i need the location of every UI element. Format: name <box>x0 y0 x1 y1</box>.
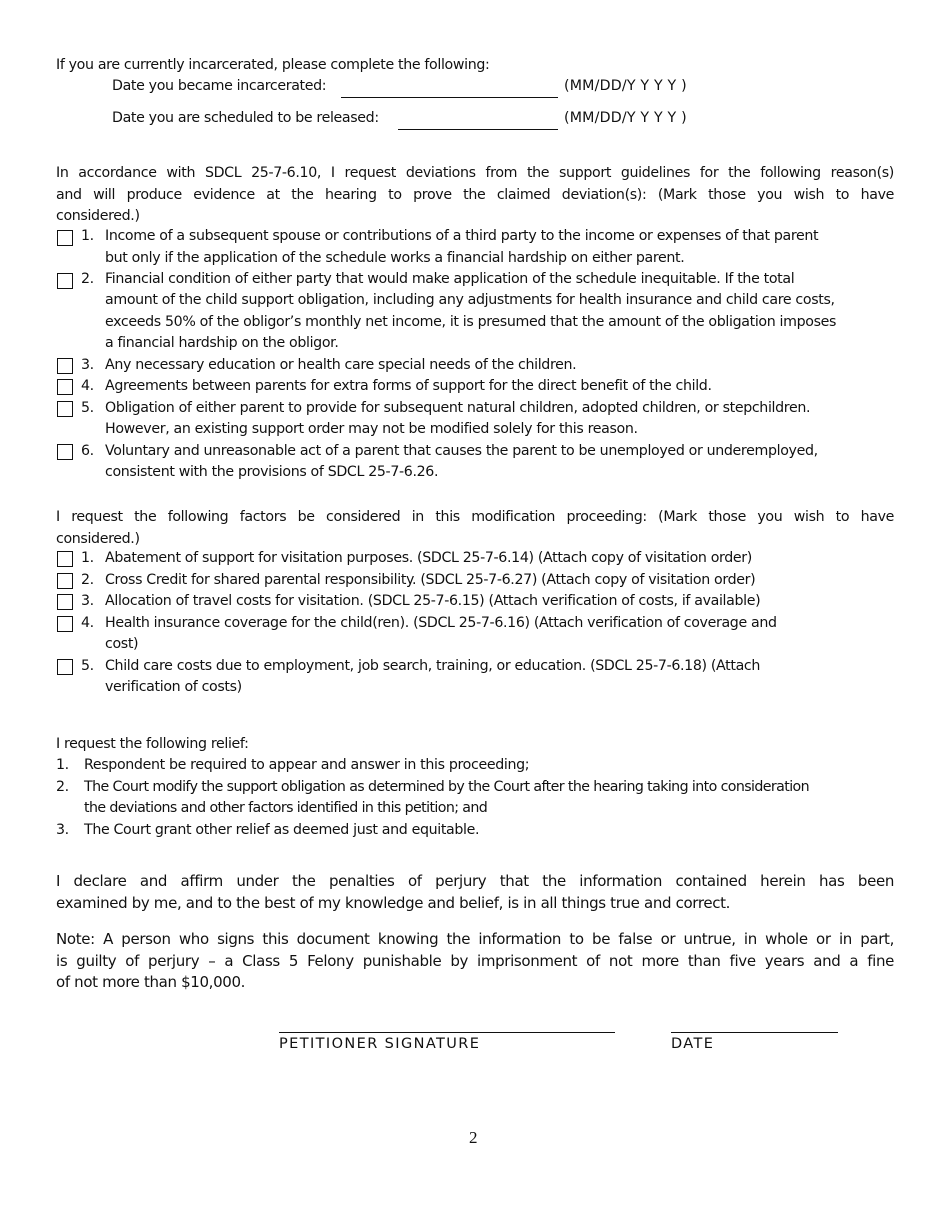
deviation-text-2c: exceeds 50% of the obligor’s monthly net income, it is presumed that the amount of the obligation imposes <box>105 314 837 330</box>
declaration-paragraph: I declare and affirm under the penalties of perjury that the information contained herein has been examined by me, and to the best of my knowledge and belief, is in all things true and correct. <box>56 872 894 912</box>
page-number: 2 <box>469 1128 478 1147</box>
petitioner-signature-line[interactable] <box>279 1032 615 1033</box>
incarceration-intro: If you are currently incarcerated, please complete the following: <box>56 57 490 73</box>
deviation-text-2b: amount of the child support obligation, including any adjustments for health insurance and child care costs, <box>105 292 835 308</box>
deviation-text-1b: but only if the application of the schedule works a financial hardship on either parent. <box>105 250 685 266</box>
factor-checkbox-3[interactable] <box>57 594 73 610</box>
release-date-format: (MM/DD/Y Y Y Y ) <box>564 110 687 126</box>
relief-intro: I request the following relief: <box>56 736 249 752</box>
factor-number-3: 3. <box>81 593 94 609</box>
factors-intro: I request the following factors be considered in this modification proceeding: (Mark those you wish to have considered.) <box>56 509 894 547</box>
relief-text-2b: the deviations and other factors identified in this petition; and <box>84 800 488 816</box>
relief-text-1: Respondent be required to appear and answer in this proceeding; <box>84 757 530 773</box>
deviation-text-3: Any necessary education or health care special needs of the children. <box>105 357 577 373</box>
relief-number-3: 3. <box>56 822 69 838</box>
perjury-note: Note: A person who signs this document knowing the information to be false or untrue, in whole or in part, is guilty of perjury – a Class 5 Felony punishable by imprisonment of not more than five years and a fine of not more than $10,000. <box>56 930 894 991</box>
factor-text-5a: Child care costs due to employment, job search, training, or education. (SDCL 25-7-6.18) (Attach <box>105 658 761 674</box>
release-date-field[interactable] <box>398 129 558 130</box>
relief-text-3: The Court grant other relief as deemed just and equitable. <box>84 822 480 838</box>
deviations-intro: In accordance with SDCL 25-7-6.10, I request deviations from the support guidelines for the following reason(s) and will produce evidence at the hearing to prove the claimed deviation(s): (Mark those you wish to have considered.) <box>56 165 894 224</box>
factor-number-1: 1. <box>81 550 94 566</box>
deviation-text-6b: consistent with the provisions of SDCL 25-7-6.26. <box>105 464 439 480</box>
became-date-format: (MM/DD/Y Y Y Y ) <box>564 78 687 94</box>
deviation-checkbox-5[interactable] <box>57 401 73 417</box>
relief-text-2a: The Court modify the support obligation as determined by the Court after the hearing taking into consideration <box>84 779 810 795</box>
factor-number-4: 4. <box>81 615 94 631</box>
factor-text-3: Allocation of travel costs for visitation. (SDCL 25-7-6.15) (Attach verification of costs, if available) <box>105 593 761 609</box>
deviation-number-2: 2. <box>81 271 94 287</box>
factor-checkbox-4[interactable] <box>57 616 73 632</box>
deviation-number-1: 1. <box>81 228 94 244</box>
deviation-checkbox-6[interactable] <box>57 444 73 460</box>
deviation-number-6: 6. <box>81 443 94 459</box>
deviation-checkbox-4[interactable] <box>57 379 73 395</box>
relief-number-1: 1. <box>56 757 69 773</box>
factor-number-2: 2. <box>81 572 94 588</box>
deviation-text-4: Agreements between parents for extra forms of support for the direct benefit of the child. <box>105 378 712 394</box>
factor-text-2: Cross Credit for shared parental responsibility. (SDCL 25-7-6.27) (Attach copy of visitation order) <box>105 572 756 588</box>
deviation-text-2d: a financial hardship on the obligor. <box>105 335 339 351</box>
factor-text-4a: Health insurance coverage for the child(ren). (SDCL 25-7-6.16) (Attach verification of coverage and <box>105 615 777 631</box>
deviation-number-4: 4. <box>81 378 94 394</box>
factor-checkbox-5[interactable] <box>57 659 73 675</box>
petitioner-signature-label: PETITIONER SIGNATURE <box>279 1036 481 1052</box>
factor-text-4b: cost) <box>105 636 139 652</box>
deviation-checkbox-2[interactable] <box>57 273 73 289</box>
relief-number-2: 2. <box>56 779 69 795</box>
factor-number-5: 5. <box>81 658 94 674</box>
deviation-number-5: 5. <box>81 400 94 416</box>
factor-text-5b: verification of costs) <box>105 679 242 695</box>
became-incarcerated-label: Date you became incarcerated: <box>112 78 327 94</box>
deviation-text-2a: Financial condition of either party that would make application of the schedule inequitable. If the total <box>105 271 795 287</box>
deviation-text-5b: However, an existing support order may not be modified solely for this reason. <box>105 421 638 437</box>
deviation-text-1a: Income of a subsequent spouse or contributions of a third party to the income or expenses of that parent <box>105 228 819 244</box>
date-signature-label: DATE <box>671 1036 715 1052</box>
factor-checkbox-2[interactable] <box>57 573 73 589</box>
became-incarcerated-field[interactable] <box>341 97 558 98</box>
deviation-number-3: 3. <box>81 357 94 373</box>
date-signature-line[interactable] <box>671 1032 838 1033</box>
factor-checkbox-1[interactable] <box>57 551 73 567</box>
release-date-label: Date you are scheduled to be released: <box>112 110 379 126</box>
deviation-checkbox-1[interactable] <box>57 230 73 246</box>
factor-text-1: Abatement of support for visitation purposes. (SDCL 25-7-6.14) (Attach copy of visitation order) <box>105 550 752 566</box>
deviation-text-6a: Voluntary and unreasonable act of a parent that causes the parent to be unemployed or underemployed, <box>105 443 818 459</box>
deviation-text-5a: Obligation of either parent to provide for subsequent natural children, adopted children, or stepchildren. <box>105 400 811 416</box>
deviation-checkbox-3[interactable] <box>57 358 73 374</box>
